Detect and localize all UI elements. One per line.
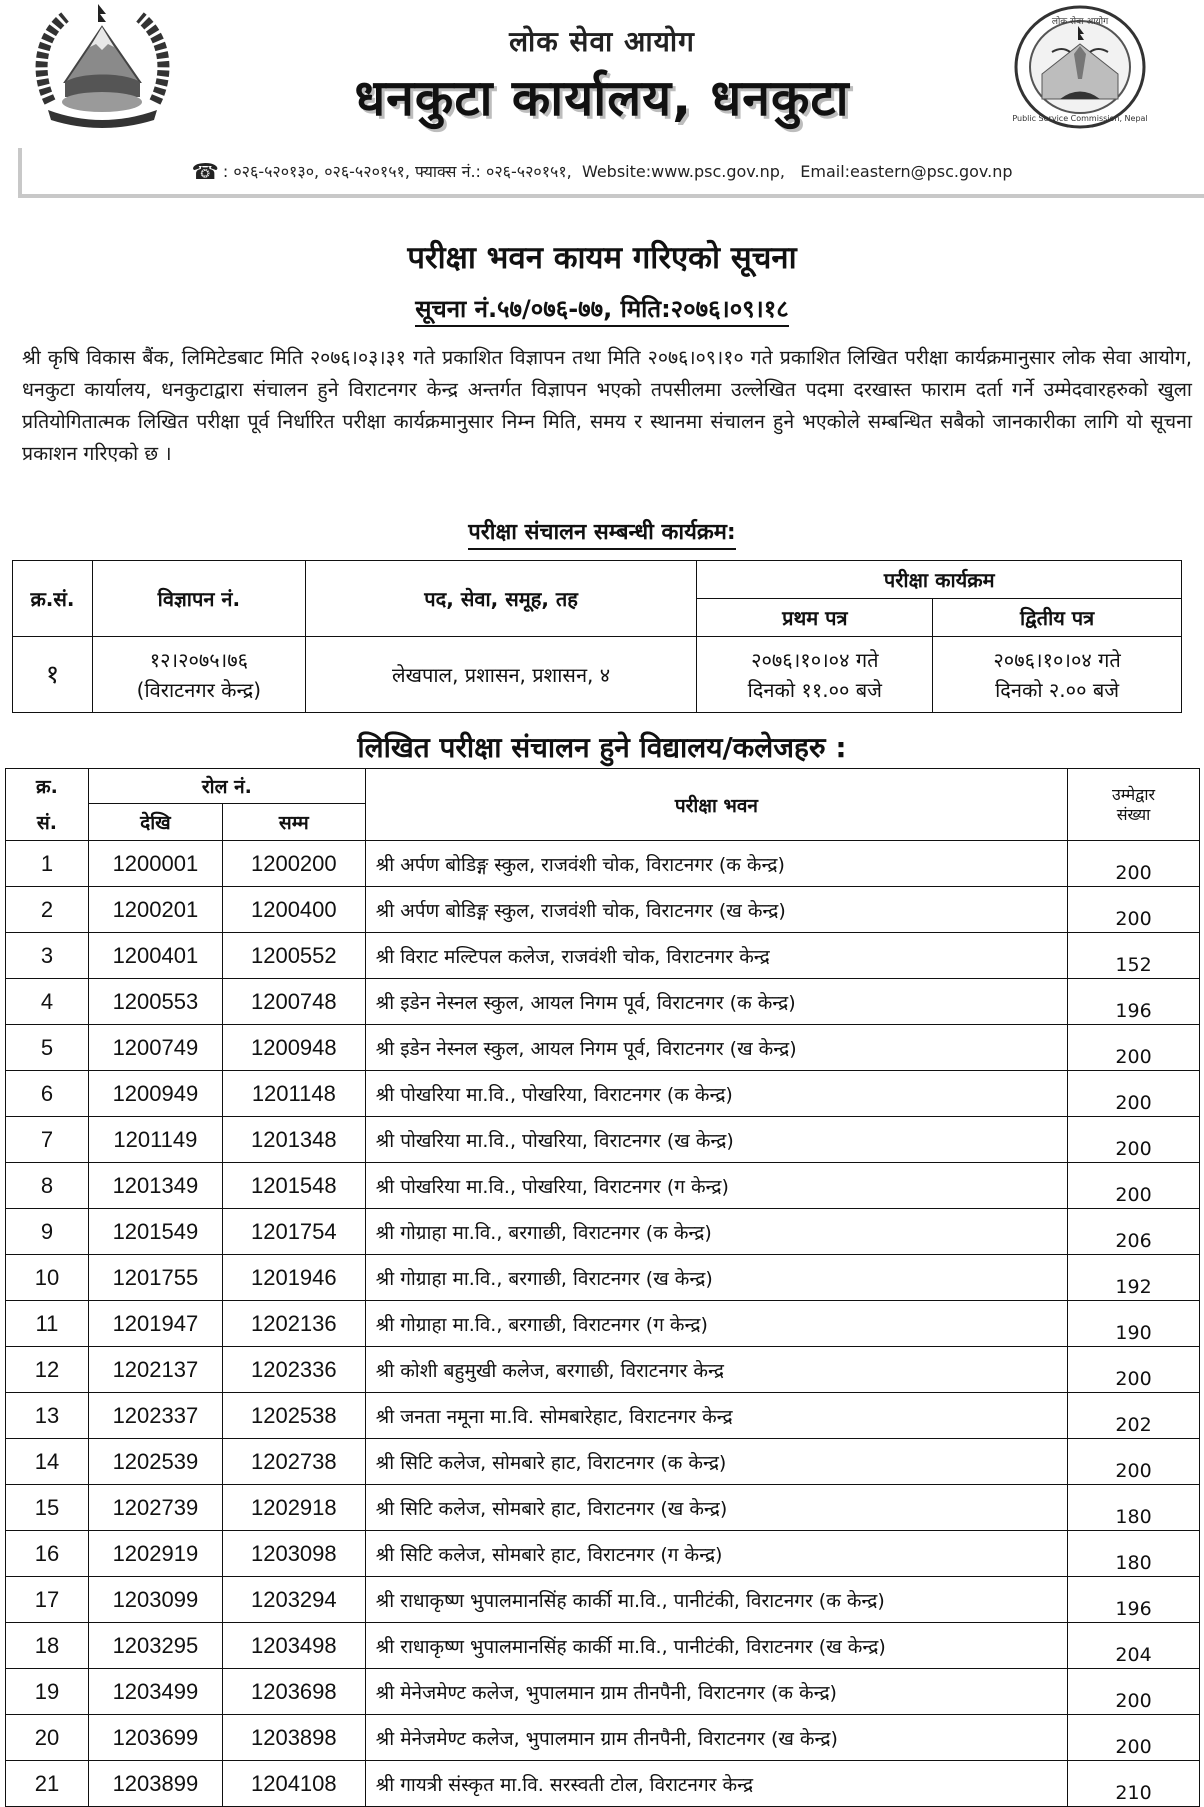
cell-roll-to: 1201548 xyxy=(222,1163,365,1209)
cell-roll-to: 1200400 xyxy=(222,887,365,933)
cell-candidate-count: 196 xyxy=(1068,1577,1200,1623)
cell-roll-from: 1200401 xyxy=(88,933,222,979)
cell-roll-from: 1200001 xyxy=(88,841,222,887)
svg-text:Public Service Commission, Nep: Public Service Commission, Nepal xyxy=(1012,114,1148,123)
table-row xyxy=(6,1025,1200,1071)
cell-sn: 21 xyxy=(6,1761,89,1807)
cell-sn: 2 xyxy=(6,887,89,933)
cell-sn: 10 xyxy=(6,1255,89,1301)
office-name: धनकुटा कार्यालय, धनकुटा xyxy=(354,69,850,127)
table-row xyxy=(6,841,1200,887)
cell-candidate-count: 206 xyxy=(1068,1209,1200,1255)
cell-candidate-count: 200 xyxy=(1068,1117,1200,1163)
cell-venue: श्री सिटि कलेज, सोमबारे हाट, विराटनगर (ग केन्द्र) xyxy=(365,1531,1067,1577)
cell-roll-from: 1200553 xyxy=(88,979,222,1025)
cell-roll-to: 1203698 xyxy=(222,1669,365,1715)
cell-sn: 17 xyxy=(6,1577,89,1623)
cell-roll-from: 1200949 xyxy=(88,1071,222,1117)
candidates-label-top: उम्मेद्वार xyxy=(1112,784,1156,804)
cell-candidate-count: 200 xyxy=(1068,1669,1200,1715)
cell-roll-from: 1203699 xyxy=(88,1715,222,1761)
cell-candidate-count: 180 xyxy=(1068,1531,1200,1577)
cell-venue: श्री पोखरिया मा.वि., पोखरिया, विराटनगर (ग केन्द्र) xyxy=(365,1163,1067,1209)
table-row xyxy=(6,933,1200,979)
exam-venues-table xyxy=(5,768,1200,1807)
telephone-icon: ☎ xyxy=(191,160,219,185)
cell-venue: श्री विराट मल्टिपल कलेज, राजवंशी चोक, विराटनगर केन्द्र xyxy=(365,933,1067,979)
cell-sn: 11 xyxy=(6,1301,89,1347)
cell-candidate-count: 192 xyxy=(1068,1255,1200,1301)
cell-roll-to: 1203294 xyxy=(222,1577,365,1623)
cell-roll-from: 1201755 xyxy=(88,1255,222,1301)
col-header-second-paper: द्वितीय पत्र xyxy=(933,599,1182,637)
col-header-post: पद, सेवा, समूह, तह xyxy=(305,561,697,637)
cell-sn: 14 xyxy=(6,1439,89,1485)
cell-candidate-count: 196 xyxy=(1068,979,1200,1025)
cell-roll-from: 1201349 xyxy=(88,1163,222,1209)
cell-roll-to: 1200948 xyxy=(222,1025,365,1071)
table-row xyxy=(6,1531,1200,1577)
cell-sn: 1 xyxy=(6,841,89,887)
first-paper-time: दिनको ११.०० बजे xyxy=(747,677,882,702)
cell-venue: श्री गोग्राहा मा.वि., बरगाछी, विराटनगर (क केन्द्र) xyxy=(365,1209,1067,1255)
cell-roll-to: 1201148 xyxy=(222,1071,365,1117)
cell-venue: श्री सिटि कलेज, सोमबारे हाट, विराटनगर (क केन्द्र) xyxy=(365,1439,1067,1485)
cell-roll-to: 1203498 xyxy=(222,1623,365,1669)
table-row xyxy=(6,1347,1200,1393)
cell-roll-from: 1203099 xyxy=(88,1577,222,1623)
cell-sn: 18 xyxy=(6,1623,89,1669)
cell-sn: 16 xyxy=(6,1531,89,1577)
cell-roll-to: 1200200 xyxy=(222,841,365,887)
cell-sn: 8 xyxy=(6,1163,89,1209)
cell-sn: 12 xyxy=(6,1347,89,1393)
cell-candidate-count: 200 xyxy=(1068,887,1200,933)
cell-roll-to: 1202136 xyxy=(222,1301,365,1347)
cell-roll-to: 1200552 xyxy=(222,933,365,979)
cell-sn: 5 xyxy=(6,1025,89,1071)
cell-roll-from: 1202539 xyxy=(88,1439,222,1485)
cell-sn: 13 xyxy=(6,1393,89,1439)
cell-roll-from: 1201947 xyxy=(88,1301,222,1347)
col-header-advert-no: विज्ञापन नं. xyxy=(92,561,305,637)
venues-heading: लिखित परीक्षा संचालन हुने विद्यालय/कलेजहरु : xyxy=(357,731,847,764)
table-row xyxy=(6,1071,1200,1117)
cell-roll-to: 1201754 xyxy=(222,1209,365,1255)
cell-roll-from: 1202739 xyxy=(88,1485,222,1531)
cell-roll-from: 1203499 xyxy=(88,1669,222,1715)
table-row xyxy=(6,1393,1200,1439)
cell-candidate-count: 152 xyxy=(1068,933,1200,979)
cell-venue: श्री राधाकृष्ण भुपालमानसिंह कार्की मा.वि., पानीटंकी, विराटनगर (क केन्द्र) xyxy=(365,1577,1067,1623)
table-row xyxy=(13,637,1182,713)
table-row xyxy=(6,1485,1200,1531)
notice-body: श्री कृषि विकास बैंक, लिमिटेडबाट मिति २०७६।०३।३१ गते प्रकाशित विज्ञापन तथा मिति २०७६।०९।१० गते प्रकाशित लिखित परीक्षा कार्यक्रमानुसार लोक सेवा आयोग, धनकुटा कार्यालय, धनकुटाद्वारा संचालन हुने विराटनगर केन्द्र अन्तर्गत विज्ञापन भएको तपसीलमा उल्लेखित पदमा दरखास्त फाराम दर्ता गर्ने उम्मेदवारहरुको खुला प्रतियोगितात्मक लिखित परीक्षा पूर्व निर्धारित परीक्षा कार्यक्रमानुसार निम्न मिति, समय र स्थानमा संचालन हुने भएकोले सम्बन्धित सबैको जानकारीका लागि यो सूचना प्रकाशन गरिएको छ । xyxy=(22,346,1192,465)
cell-venue: श्री गोग्राहा मा.वि., बरगाछी, विराटनगर (ख केन्द्र) xyxy=(365,1255,1067,1301)
cell-candidate-count: 200 xyxy=(1068,841,1200,887)
cell-sn: 4 xyxy=(6,979,89,1025)
table-row xyxy=(6,979,1200,1025)
col-header-sn: क्र.सं. xyxy=(13,561,93,637)
col-header-venue: परीक्षा भवन xyxy=(365,769,1067,841)
col-header-first-paper: प्रथम पत्र xyxy=(697,599,933,637)
cell-roll-to: 1202538 xyxy=(222,1393,365,1439)
advert-number: १२।२०७५।७६ xyxy=(149,647,249,672)
cell-roll-to: 1204108 xyxy=(222,1761,365,1807)
second-paper-time: दिनको २.०० बजे xyxy=(995,677,1120,702)
table-row xyxy=(6,1715,1200,1761)
cell-candidate-count: 200 xyxy=(1068,1025,1200,1071)
cell-roll-to: 1202918 xyxy=(222,1485,365,1531)
email-link[interactable]: Email:eastern@psc.gov.np xyxy=(800,162,1013,181)
cell-roll-to: 1203098 xyxy=(222,1531,365,1577)
cell-venue: श्री गायत्री संस्कृत मा.वि. सरस्वती टोल, विराटनगर केन्द्र xyxy=(365,1761,1067,1807)
col-header-candidates xyxy=(1068,769,1200,841)
cell-roll-to: 1201348 xyxy=(222,1117,365,1163)
cell-venue: श्री पोखरिया मा.वि., पोखरिया, विराटनगर (ख केन्द्र) xyxy=(365,1117,1067,1163)
cell-venue: श्री गोग्राहा मा.वि., बरगाछी, विराटनगर (ग केन्द्र) xyxy=(365,1301,1067,1347)
table-row xyxy=(6,1209,1200,1255)
cell-roll-from: 1200201 xyxy=(88,887,222,933)
candidates-label-bottom: संख्या xyxy=(1116,804,1151,824)
cell-roll-from: 1203899 xyxy=(88,1761,222,1807)
table-row xyxy=(6,1577,1200,1623)
contact-info xyxy=(0,160,1204,185)
cell-roll-to: 1200748 xyxy=(222,979,365,1025)
col-header-to: सम्म xyxy=(222,804,365,841)
cell-venue: श्री इडेन नेस्नल स्कुल, आयल निगम पूर्व, विराटनगर (ख केन्द्र) xyxy=(365,1025,1067,1071)
cell-roll-to: 1201946 xyxy=(222,1255,365,1301)
notice-title: परीक्षा भवन कायम गरिएको सूचना xyxy=(407,240,797,276)
schedule-heading xyxy=(0,516,1204,546)
second-paper-date: २०७६।१०।०४ गते xyxy=(993,647,1121,672)
notice-reference-text: सूचना नं.५७/०७६-७७, मिति:२०७६।०९।१८ xyxy=(415,295,788,327)
cell-sn: 20 xyxy=(6,1715,89,1761)
col-header-from: देखि xyxy=(88,804,222,841)
cell-second-paper xyxy=(933,637,1182,713)
organization-name: लोक सेवा आयोग xyxy=(509,25,695,58)
table-row xyxy=(6,1761,1200,1807)
cell-roll-from: 1202137 xyxy=(88,1347,222,1393)
cell-candidate-count: 190 xyxy=(1068,1301,1200,1347)
cell-advert xyxy=(92,637,305,713)
cell-venue: श्री जनता नमूना मा.वि. सोमबारेहाट, विराटनगर केन्द्र xyxy=(365,1393,1067,1439)
cell-venue: श्री राधाकृष्ण भुपालमानसिंह कार्की मा.वि., पानीटंकी, विराटनगर (ख केन्द्र) xyxy=(365,1623,1067,1669)
cell-venue: श्री इडेन नेस्नल स्कुल, आयल निगम पूर्व, विराटनगर (क केन्द्र) xyxy=(365,979,1067,1025)
cell-candidate-count: 180 xyxy=(1068,1485,1200,1531)
cell-venue: श्री कोशी बहुमुखी कलेज, बरगाछी, विराटनगर केन्द्र xyxy=(365,1347,1067,1393)
cell-roll-from: 1201549 xyxy=(88,1209,222,1255)
cell-candidate-count: 202 xyxy=(1068,1393,1200,1439)
cell-sn: 7 xyxy=(6,1117,89,1163)
cell-roll-to: 1202336 xyxy=(222,1347,365,1393)
cell-venue: श्री अर्पण बोडिङ्ग स्कुल, राजवंशी चोक, विराटनगर (ख केन्द्र) xyxy=(365,887,1067,933)
cell-sn: 3 xyxy=(6,933,89,979)
cell-venue: श्री सिटि कलेज, सोमबारे हाट, विराटनगर (ख केन्द्र) xyxy=(365,1485,1067,1531)
cell-candidate-count: 200 xyxy=(1068,1715,1200,1761)
notice-reference xyxy=(0,292,1204,325)
cell-roll-from: 1200749 xyxy=(88,1025,222,1071)
table-row xyxy=(6,1117,1200,1163)
table-row xyxy=(6,1439,1200,1485)
cell-first-paper xyxy=(697,637,933,713)
table-row xyxy=(6,887,1200,933)
table-row xyxy=(6,1623,1200,1669)
cell-venue: श्री मेनेजमेण्ट कलेज, भुपालमान ग्राम तीनपैनी, विराटनगर (ख केन्द्र) xyxy=(365,1715,1067,1761)
table-row xyxy=(6,1669,1200,1715)
svg-text:लोक सेवा आयोग: लोक सेवा आयोग xyxy=(1051,17,1109,27)
schedule-heading-text: परीक्षा संचालन सम्बन्धी कार्यक्रम: xyxy=(468,520,735,550)
cell-candidate-count: 200 xyxy=(1068,1439,1200,1485)
first-paper-date: २०७६।१०।०४ गते xyxy=(751,647,879,672)
cell-sn: १ xyxy=(13,637,93,713)
exam-schedule-table xyxy=(12,560,1182,713)
website-link[interactable]: Website:www.psc.gov.np, xyxy=(581,162,785,181)
cell-roll-to: 1203898 xyxy=(222,1715,365,1761)
col-header-sn-bottom: सं. xyxy=(6,804,89,841)
cell-sn: 9 xyxy=(6,1209,89,1255)
cell-candidate-count: 204 xyxy=(1068,1623,1200,1669)
cell-roll-from: 1203295 xyxy=(88,1623,222,1669)
cell-sn: 15 xyxy=(6,1485,89,1531)
table-row xyxy=(6,1255,1200,1301)
cell-post: लेखपाल, प्रशासन, प्रशासन, ४ xyxy=(305,637,697,713)
col-header-sn-top: क्र. xyxy=(6,769,89,804)
phone-fax-numbers: : ०२६-५२०१३०, ०२६-५२०१५१, फ्याक्स नं.: ०२६-५२०१५१, xyxy=(222,162,572,181)
cell-sn: 19 xyxy=(6,1669,89,1715)
cell-venue: श्री अर्पण बोडिङ्ग स्कुल, राजवंशी चोक, विराटनगर (क केन्द्र) xyxy=(365,841,1067,887)
cell-roll-from: 1202919 xyxy=(88,1531,222,1577)
cell-candidate-count: 210 xyxy=(1068,1761,1200,1807)
col-header-exam-program: परीक्षा कार्यक्रम xyxy=(697,561,1182,599)
cell-venue: श्री पोखरिया मा.वि., पोखरिया, विराटनगर (क केन्द्र) xyxy=(365,1071,1067,1117)
cell-candidate-count: 200 xyxy=(1068,1163,1200,1209)
col-header-roll-no: रोल नं. xyxy=(88,769,365,804)
table-row xyxy=(6,1163,1200,1209)
cell-candidate-count: 200 xyxy=(1068,1347,1200,1393)
table-row xyxy=(6,1301,1200,1347)
cell-candidate-count: 200 xyxy=(1068,1071,1200,1117)
cell-venue: श्री मेनेजमेण्ट कलेज, भुपालमान ग्राम तीनपैनी, विराटनगर (क केन्द्र) xyxy=(365,1669,1067,1715)
advert-center: (विराटनगर केन्द्र) xyxy=(136,677,262,702)
cell-roll-from: 1202337 xyxy=(88,1393,222,1439)
cell-roll-from: 1201149 xyxy=(88,1117,222,1163)
cell-roll-to: 1202738 xyxy=(222,1439,365,1485)
cell-sn: 6 xyxy=(6,1071,89,1117)
